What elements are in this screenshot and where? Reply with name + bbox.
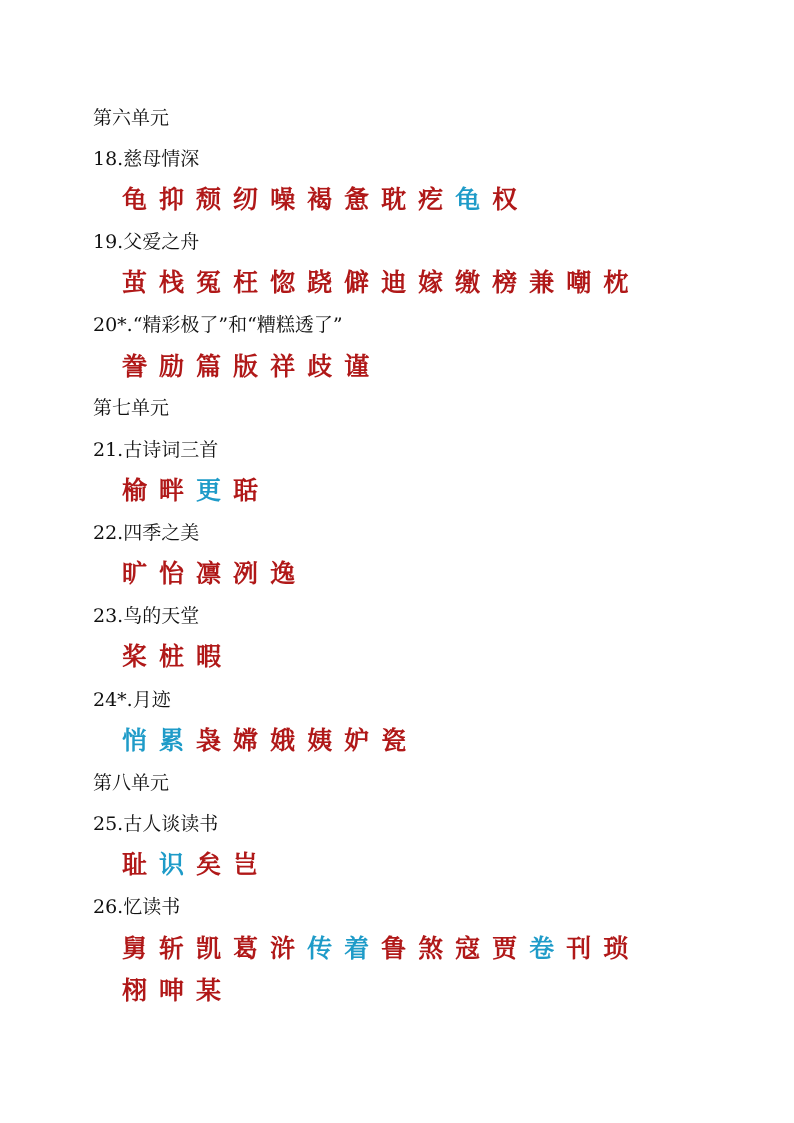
vocab-char: 祥 — [270, 352, 296, 381]
lesson-chars-21 — [122, 476, 270, 506]
vocab-char: 娥 — [270, 726, 296, 755]
vocab-char: 冽 — [233, 559, 259, 588]
vocab-char: 岂 — [233, 850, 259, 879]
lesson-title-26: 26.忆读书 — [93, 896, 181, 918]
vocab-char: 累 — [159, 726, 185, 755]
lesson-title-21: 21.古诗词三首 — [93, 439, 219, 461]
vocab-char: 励 — [159, 352, 185, 381]
vocab-char: 榆 — [122, 476, 148, 505]
vocab-char: 呻 — [159, 976, 185, 1005]
vocab-char: 葛 — [233, 934, 259, 963]
vocab-char: 冤 — [196, 268, 222, 297]
vocab-char: 妒 — [344, 726, 370, 755]
unit-heading-8: 第八单元 — [93, 772, 170, 794]
vocab-char: 惫 — [344, 185, 370, 214]
vocab-char: 嘲 — [566, 268, 592, 297]
vocab-char: 煞 — [418, 934, 444, 963]
vocab-char: 暇 — [196, 642, 222, 671]
vocab-char: 嫁 — [418, 268, 444, 297]
vocab-char: 寇 — [455, 934, 481, 963]
vocab-char: 鲁 — [381, 934, 407, 963]
vocab-char: 矣 — [196, 850, 222, 879]
vocab-char: 聒 — [233, 476, 259, 505]
lesson-title-19: 19.父爱之舟 — [93, 231, 200, 253]
vocab-char: 着 — [344, 934, 370, 963]
vocab-char: 卷 — [529, 934, 555, 963]
lesson-title-22: 22.四季之美 — [93, 522, 200, 544]
vocab-char: 枉 — [233, 268, 259, 297]
vocab-char: 抑 — [159, 185, 185, 214]
vocab-char: 琐 — [603, 934, 629, 963]
lesson-chars-19 — [122, 268, 640, 298]
vocab-char: 栩 — [122, 976, 148, 1005]
lesson-chars-26 — [122, 934, 640, 964]
lesson-chars-18 — [122, 185, 529, 215]
vocab-char: 跷 — [307, 268, 333, 297]
lesson-chars-25 — [122, 850, 270, 880]
vocab-char: 逸 — [270, 559, 296, 588]
vocab-char: 桩 — [159, 642, 185, 671]
lesson-title-25: 25.古人谈读书 — [93, 813, 219, 835]
vocab-char: 篇 — [196, 352, 222, 381]
vocab-char: 权 — [492, 185, 518, 214]
vocab-char: 悄 — [122, 726, 148, 755]
vocab-char: 某 — [196, 976, 222, 1005]
lesson-chars-20 — [122, 352, 381, 382]
vocab-char: 耽 — [381, 185, 407, 214]
unit-heading-7: 第七单元 — [93, 397, 170, 419]
vocab-char: 栈 — [159, 268, 185, 297]
vocab-char: 姨 — [307, 726, 333, 755]
vocab-char: 龟 — [455, 185, 481, 214]
vocab-char: 缴 — [455, 268, 481, 297]
vocab-char: 惚 — [270, 268, 296, 297]
unit-heading-6: 第六单元 — [93, 107, 170, 129]
vocab-char: 榜 — [492, 268, 518, 297]
vocab-char: 畔 — [159, 476, 185, 505]
vocab-char: 誊 — [122, 352, 148, 381]
vocab-char: 更 — [196, 476, 222, 505]
lesson-chars-22 — [122, 559, 307, 589]
vocab-char: 纫 — [233, 185, 259, 214]
lesson-title-24: 24*.月迹 — [93, 689, 171, 711]
vocab-char: 传 — [307, 934, 333, 963]
vocab-char: 谨 — [344, 352, 370, 381]
vocab-char: 僻 — [344, 268, 370, 297]
vocab-char: 颓 — [196, 185, 222, 214]
vocab-char: 耻 — [122, 850, 148, 879]
vocab-char: 歧 — [307, 352, 333, 381]
lesson-chars-24 — [122, 726, 418, 756]
vocab-char: 浒 — [270, 934, 296, 963]
vocab-char: 褐 — [307, 185, 333, 214]
vocab-char: 贾 — [492, 934, 518, 963]
vocab-char: 噪 — [270, 185, 296, 214]
vocab-char: 凯 — [196, 934, 222, 963]
vocab-char: 斩 — [159, 934, 185, 963]
lesson-chars-26-line2 — [122, 976, 233, 1006]
vocab-char: 桨 — [122, 642, 148, 671]
vocab-char: 嫦 — [233, 726, 259, 755]
lesson-chars-23 — [122, 642, 233, 672]
vocab-char: 疙 — [418, 185, 444, 214]
lesson-title-18: 18.慈母情深 — [93, 148, 200, 170]
vocab-char: 兼 — [529, 268, 555, 297]
vocab-char: 瓷 — [381, 726, 407, 755]
lesson-title-20: 20*.“精彩极了”和“糟糕透了” — [93, 314, 343, 336]
vocab-char: 旷 — [122, 559, 148, 588]
vocab-char: 凛 — [196, 559, 222, 588]
vocab-char: 袅 — [196, 726, 222, 755]
vocab-char: 茧 — [122, 268, 148, 297]
lesson-title-23: 23.鸟的天堂 — [93, 605, 200, 627]
vocab-char: 怡 — [159, 559, 185, 588]
vocab-char: 识 — [159, 850, 185, 879]
vocab-char: 迪 — [381, 268, 407, 297]
vocab-char: 龟 — [122, 185, 148, 214]
vocab-char: 刊 — [566, 934, 592, 963]
vocab-char: 版 — [233, 352, 259, 381]
vocab-char: 舅 — [122, 934, 148, 963]
vocab-char: 枕 — [603, 268, 629, 297]
